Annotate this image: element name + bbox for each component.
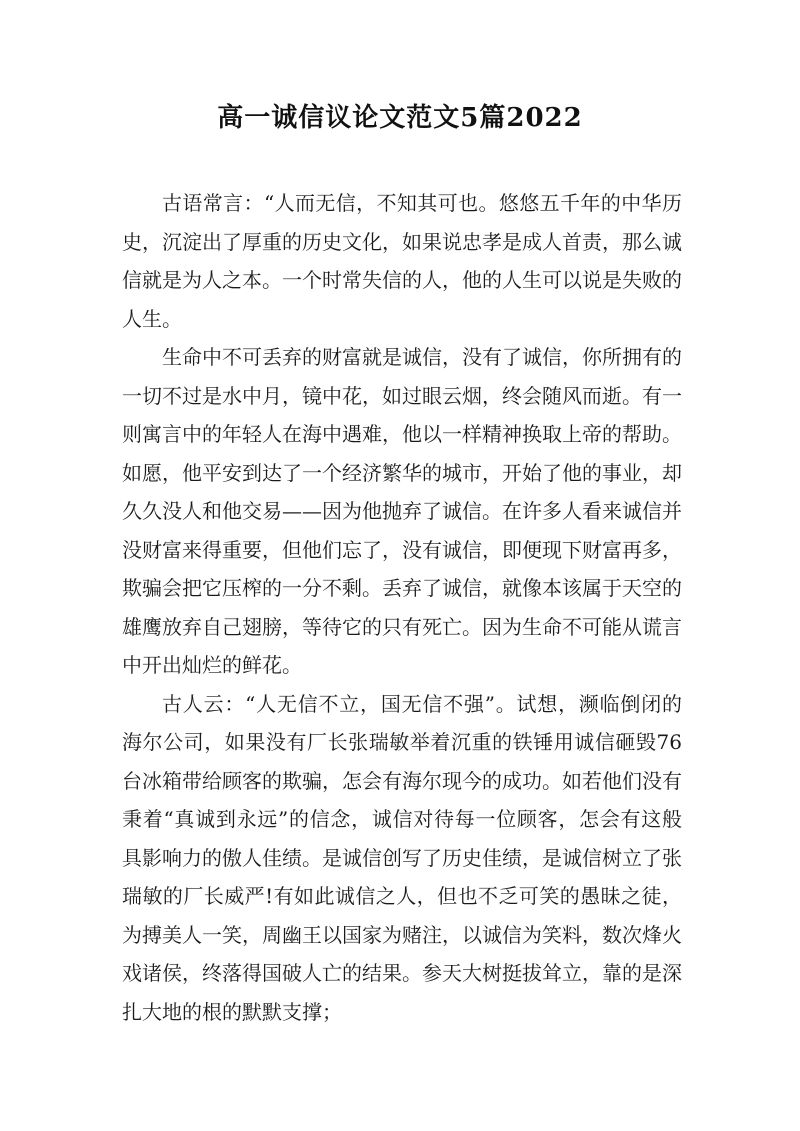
paragraph-1: 古语常言：“人而无信，不知其可也。悠悠五千年的中华历史，沉淀出了厚重的历史文化，如果说忠孝是成人首责，那么诚信就是为人之本。一个时常失信的人，他的人生可以说是失败的人生。 <box>122 191 682 331</box>
paragraph-2: 生命中不可丢弃的财富就是诚信，没有了诚信，你所拥有的一切不过是水中月，镜中花，如过眼云烟，终会随风而逝。有一则寓言中的年轻人在海中遇难，他以一样精神换取上帝的帮助。如愿，他平安到达了一个经济繁华的城市，开始了他的事业，却久久没人和他交易——因为他抛弃了诚信。在许多人看来诚信并没财富来得重要，但他们忘了，没有诚信，即便现下财富再多，欺骗会把它压榨的一分不剩。丢弃了诚信，就像本该属于天空的雄鹰放弃自己翅膀，等待它的只有死亡。因为生命不可能从谎言中开出灿烂的鲜花。 <box>122 345 682 677</box>
document-body <box>122 184 682 1031</box>
document-title: 高一诚信议论文范文5篇2022 <box>217 103 583 133</box>
paragraph-3: 古人云：“人无信不立，国无信不强”。试想，濒临倒闭的海尔公司，如果没有厂长张瑞敏举着沉重的铁锤用诚信砸毁76台冰箱带给顾客的欺骗，怎会有海尔现今的成功。如若他们没有秉着“真诚到永远”的信念，诚信对待每一位顾客，怎会有这般具影响力的傲人佳绩。是诚信创写了历史佳绩，是诚信树立了张瑞敏的厂长威严!有如此诚信之人，但也不乏可笑的愚昧之徒，为搏美人一笑，周幽王以国家为赌注，以诚信为笑料，数次烽火戏诸侯，终落得国破人亡的结果。参天大树挺拔耸立，靠的是深扎大地的根的默默支撑； <box>122 691 682 1024</box>
